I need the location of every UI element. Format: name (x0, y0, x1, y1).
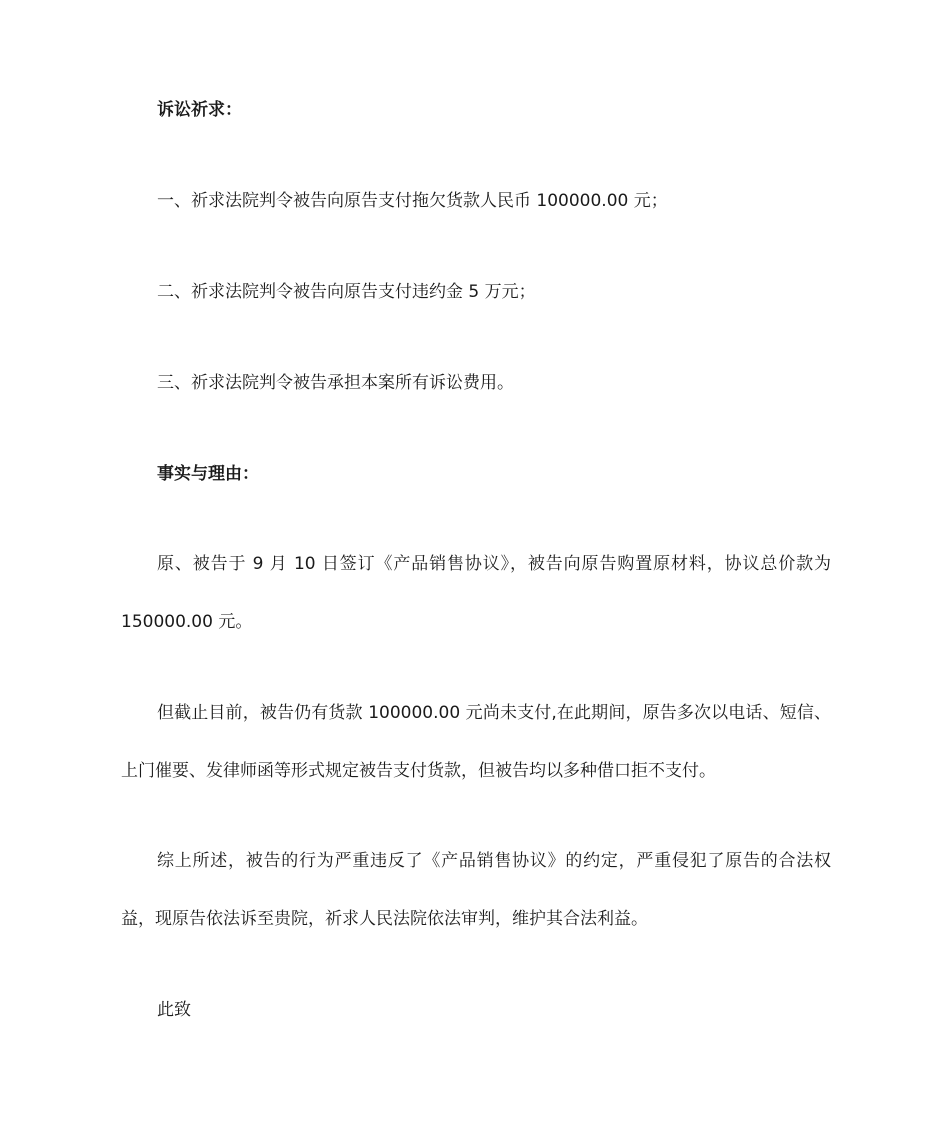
facts-paragraph-3: 综上所述，被告的行为严重违反了《产品销售协议》的约定，严重侵犯了原告的合法权益，现原告依法诉至贵院，祈求人民法院依法审判，维护其合法利益。 (121, 851, 831, 929)
facts-paragraph-1: 原、被告于 9 月 10 日签订《产品销售协议》，被告向原告购置原材料，协议总价款为 150000.00 元。 (121, 554, 831, 632)
closing-salutation: 此致 (157, 1000, 191, 1020)
claim-item-2: 二、祈求法院判令被告向原告支付违约金 5 万元； (157, 282, 536, 302)
facts-paragraph-2: 但截止目前，被告仍有货款 100000.00 元尚未支付,在此期间，原告多次以电话、短信、上门催要、发律师函等形式规定被告支付货款，但被告均以多种借口拒不支付。 (121, 703, 831, 781)
facts-heading: 事实与理由： (157, 464, 259, 484)
claims-heading: 诉讼祈求： (157, 100, 242, 120)
claim-item-3: 三、祈求法院判令被告承担本案所有诉讼费用。 (157, 373, 514, 393)
claim-item-1: 一、祈求法院判令被告向原告支付拖欠货款人民币 100000.00 元； (157, 191, 668, 211)
